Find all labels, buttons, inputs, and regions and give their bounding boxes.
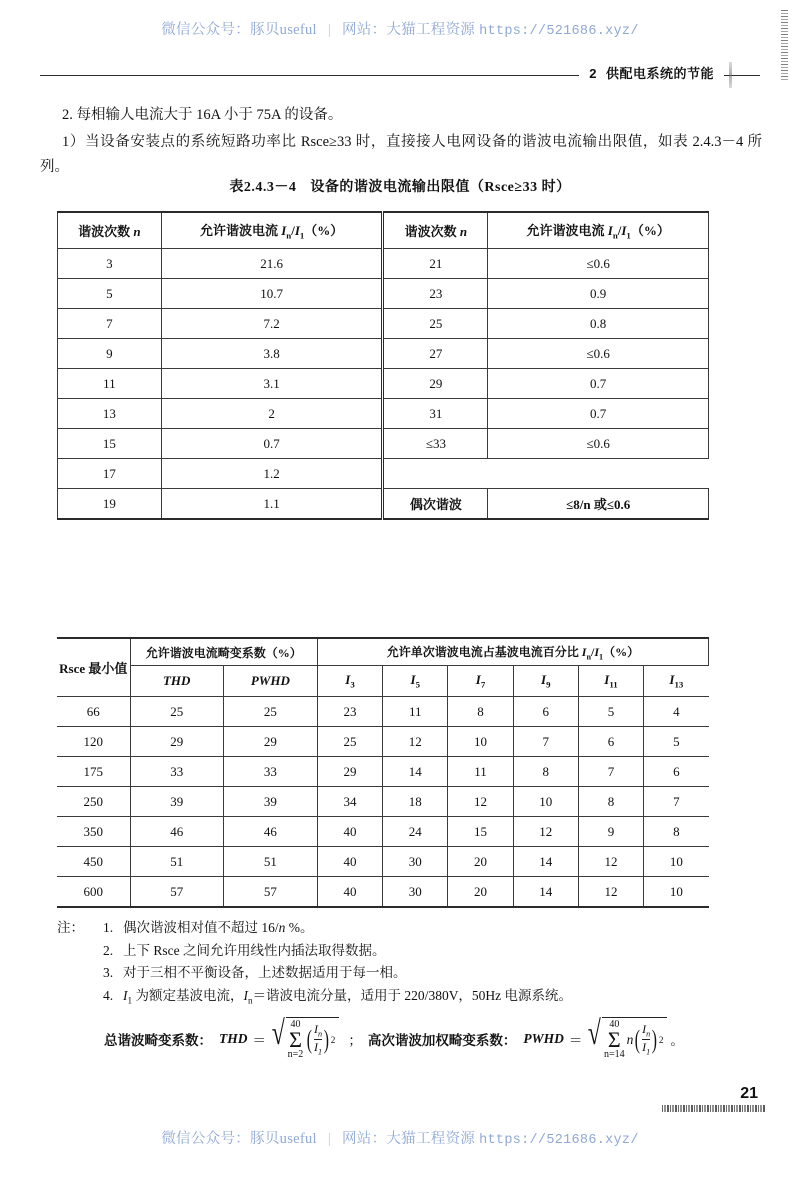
chapter-title: 供配电系统的节能 [605,66,714,81]
table-row [57,877,709,908]
cell-i9: 14 [513,877,578,908]
cell-pwhd: 51 [223,847,317,877]
edge-barcode [781,10,788,82]
head-tick-mark [729,62,732,88]
cell-pwhd: 33 [223,757,317,787]
cell-i13: 6 [644,757,709,787]
table2-header-i7: $I_7$ [448,666,513,697]
cell-pwhd: 25 [223,697,317,727]
cell-order-right: ≤33 [383,429,488,459]
cell-i3: 23 [317,697,382,727]
cell-order-left: 11 [58,369,162,399]
watermark-separator: | [327,22,332,38]
pwhd-fraction [642,1023,650,1057]
cell-rsce: 120 [57,727,130,757]
cell-thd: 51 [130,847,223,877]
table2-header-pwhd: PWHD [223,666,317,697]
note-text-4: $I_1$ 为额定基波电流，$I_n=$谐波电流分量，适用于 220/380V，50Hz 电源系统。 [123,987,573,1006]
pwhd-formula-label: 高次谐波加权畸变系数： [367,1032,517,1048]
watermark-url: https://521686.xyz/ [479,1133,639,1148]
cell-order-right: 25 [383,309,488,339]
table2-header-rsce: Rsce 最小值 [57,638,130,697]
pwhd-sum-upper: 40 [609,1019,620,1030]
cell-i3: 34 [317,787,382,817]
cell-value-left: 2 [161,399,383,429]
note-number-3: 3. [103,965,114,980]
cell-i9: 6 [513,697,578,727]
cell-order-right: 31 [383,399,488,429]
table-row [57,847,709,877]
cell-i11: 6 [578,727,643,757]
pwhd-summation [604,1020,625,1060]
cell-i11: 8 [578,787,643,817]
cell-i3: 40 [317,877,382,908]
cell-i11: 9 [578,817,643,847]
cell-thd: 39 [130,787,223,817]
cell-even-harmonics-value: ≤8/n 或≤0.6 [488,489,709,520]
cell-rsce: 450 [57,847,130,877]
thd-sqrt [269,1017,339,1060]
note-text-2: 上下 Rsce 之间允许用线性内插法取得数据。 [123,942,386,958]
cell-i11: 7 [578,757,643,787]
table-row [58,489,709,520]
cell-thd: 25 [130,697,223,727]
table-row [57,787,709,817]
footer-barcode [662,1105,766,1112]
cell-i7: 12 [448,787,513,817]
note-row-1 [57,917,757,940]
table1-caption-text: 设备的谐波电流输出限值（Rsce≥33 时） [310,180,571,195]
cell-value-right: ≤0.6 [488,429,709,459]
thd-fraction [314,1023,322,1057]
frac-denominator: $I_1$ [642,1040,651,1057]
cell-order-left: 5 [58,279,162,309]
formula-semicolon: ； [348,1032,362,1048]
pwhd-sqrt [585,1017,667,1060]
cell-order-right: 21 [383,249,488,279]
table2-group-header-row [57,638,709,666]
cell-value-left: 21.6 [161,249,383,279]
cell-i7: 20 [448,847,513,877]
table-row [58,429,709,459]
table-row [58,369,709,399]
cell-value-left: 1.2 [161,459,383,489]
cell-i13: 4 [644,697,709,727]
cell-value-left: 1.1 [161,489,383,520]
cell-i7: 11 [448,757,513,787]
cell-i13: 7 [644,787,709,817]
cell-order-left: 3 [58,249,162,279]
watermark-site: 网站：大猫工程资源 [341,22,476,38]
table1-header-value-right: 允许谐波电流 $I_n/I_1(\%)$ [488,212,709,249]
left-paren-icon: ( [307,1025,313,1054]
table2-group-header-distortion: 允许谐波电流畸变系数（%） [130,638,317,666]
cell-order-right: 23 [383,279,488,309]
table1-header-order-left: 谐波次数 n [58,212,162,249]
table-notes [57,917,757,1012]
table2-subheader-row [57,666,709,697]
note-row-2 [57,940,757,963]
cell-i5: 30 [383,877,448,908]
cell-i5: 12 [383,727,448,757]
table1-caption-number: 表2.4.3－4 [229,180,297,195]
cell-rsce: 66 [57,697,130,727]
cell-i5: 18 [383,787,448,817]
pwhd-power: 2 [658,1035,664,1045]
cell-value-right: 0.7 [488,369,709,399]
cell-i9: 10 [513,787,578,817]
cell-i9: 14 [513,847,578,877]
note-number-2: 2. [103,942,114,958]
table-row [57,817,709,847]
cell-value-left: 3.1 [161,369,383,399]
cell-thd: 46 [130,817,223,847]
note-text-1: 偶次谐波相对值不超过 16/n %。 [123,920,314,935]
sigma-icon: Σ [289,1027,302,1052]
cell-i5: 14 [383,757,448,787]
cell-value-left: 7.2 [161,309,383,339]
cell-i13: 10 [644,847,709,877]
table-row [58,279,709,309]
table1-header-row [58,212,709,249]
cell-i5: 30 [383,847,448,877]
cell-value-left: 3.8 [161,339,383,369]
frac-numerator: $I_n$ [642,1022,651,1039]
cell-value-right: 0.7 [488,399,709,429]
cell-order-left: 19 [58,489,162,520]
cell-i7: 15 [448,817,513,847]
paragraph-item-2: 2. 每相输人电流大于 16A 小于 75A 的设备。 [62,107,343,123]
table2-header-i5: $I_5$ [383,666,448,697]
thd-summation [288,1020,304,1060]
frac-numerator: $I_n$ [313,1022,323,1039]
rsce-minimum-table [57,637,709,908]
radical-sign: √ [588,1015,602,1052]
pwhd-formula-name: PWHD [523,1030,564,1046]
table-row [58,399,709,429]
cell-i3: 40 [317,847,382,877]
table2-header-thd: THD [130,666,223,697]
cell-i11: 12 [578,847,643,877]
cell-value-right-empty [488,459,709,489]
cell-pwhd: 46 [223,817,317,847]
table2-header-i3: $I_3$ [317,666,382,697]
note-number-4: 4. [103,987,114,1003]
left-paren-icon: ( [635,1025,641,1054]
table-row [58,309,709,339]
watermark-top [0,18,800,39]
watermark-wechat: 微信公众号：豚贝useful [161,22,317,38]
cell-i7: 20 [448,877,513,908]
harmonic-limits-table [57,211,709,520]
cell-value-left: 10.7 [161,279,383,309]
thd-power: 2 [330,1035,336,1045]
cell-order-left: 15 [58,429,162,459]
cell-i9: 12 [513,817,578,847]
cell-thd: 29 [130,727,223,757]
cell-i3: 25 [317,727,382,757]
cell-pwhd: 57 [223,877,317,908]
cell-pwhd: 39 [223,787,317,817]
watermark-separator: | [327,1131,332,1147]
note-text-3: 对于三相不平衡设备，上述数据适用于每一相。 [123,965,407,980]
cell-thd: 33 [130,757,223,787]
cell-value-right: ≤0.6 [488,249,709,279]
radical-sign: √ [271,1015,285,1052]
frac-denominator: $I_1$ [313,1040,323,1057]
cell-order-left: 17 [58,459,162,489]
cell-i13: 10 [644,877,709,908]
cell-thd: 57 [130,877,223,908]
table2-group-header-individual: 允许单次谐波电流占基波电流百分比 $I_n/I_1(\%)$ [317,638,708,666]
cell-even-harmonics-label: 偶次谐波 [383,489,488,520]
cell-order-left: 7 [58,309,162,339]
table1-caption [0,176,800,196]
running-head [40,60,760,86]
cell-i11: 12 [578,877,643,908]
cell-i7: 8 [448,697,513,727]
right-paren-icon: ) [323,1025,329,1054]
cell-i11: 5 [578,697,643,727]
thd-sum-lower: n=2 [287,1049,304,1060]
thd-radicand [286,1017,340,1060]
right-paren-icon: ) [651,1025,658,1054]
pwhd-sum-lower: n=14 [604,1049,625,1060]
chapter-number: 2 [589,66,597,81]
watermark-wechat: 微信公众号：豚贝useful [161,1131,317,1147]
thd-formula-name: THD [219,1030,248,1046]
table-row [57,697,709,727]
cell-rsce: 250 [57,787,130,817]
cell-rsce: 175 [57,757,130,787]
note-number-1: 1. [103,920,114,935]
cell-rsce: 350 [57,817,130,847]
table2-header-i11: $I_{11}$ [578,666,643,697]
notes-label: 注： [57,920,84,935]
cell-i5: 11 [383,697,448,727]
cell-i3: 29 [317,757,382,787]
watermark-site: 网站：大猫工程资源 [341,1131,476,1147]
table1-header-value-left: 允许谐波电流 $I_n/I_1(\%)$ [161,212,383,249]
note-row-3 [57,962,757,985]
cell-i7: 10 [448,727,513,757]
table-row [58,249,709,279]
cell-i3: 40 [317,817,382,847]
watermark-url: https://521686.xyz/ [479,24,639,39]
cell-i13: 5 [644,727,709,757]
table1-header-order-right: 谐波次数 n [383,212,488,249]
cell-value-right: 0.8 [488,309,709,339]
cell-i5: 24 [383,817,448,847]
cell-value-right: ≤0.6 [488,339,709,369]
cell-value-right: 0.9 [488,279,709,309]
pwhd-equals: ＝ [568,1032,583,1048]
watermark-bottom [0,1127,800,1148]
note-row-4 [57,985,757,1012]
cell-order-left: 9 [58,339,162,369]
paragraph-item-1: 1）当设备安装点的系统短路功率比 Rsce≥33 时，直接接人电网设备的谐波电流输出限值，如表 2.4.3－4 所列。 [40,134,762,175]
table-row [58,459,709,489]
cell-order-right: 27 [383,339,488,369]
table-row [58,339,709,369]
cell-rsce: 600 [57,877,130,908]
running-head-label [579,63,724,82]
cell-order-right: 29 [383,369,488,399]
table-row [57,727,709,757]
pwhd-radicand [602,1017,667,1060]
cell-order-right-empty [383,459,488,489]
formula-line [104,1017,684,1060]
cell-i9: 7 [513,727,578,757]
cell-order-left: 13 [58,399,162,429]
table-row [57,757,709,787]
cell-pwhd: 29 [223,727,317,757]
formula-period: 。 [670,1032,684,1048]
thd-sum-upper: 40 [290,1019,301,1030]
cell-i13: 8 [644,817,709,847]
table2-header-i9: $I_9$ [513,666,578,697]
pwhd-coefficient: n [626,1032,634,1047]
sigma-icon: Σ [607,1027,621,1052]
table2-header-i13: $I_{13}$ [644,666,709,697]
page-number: 21 [740,1085,758,1102]
thd-formula-label: 总谐波畸变系数： [104,1032,212,1048]
cell-value-left: 0.7 [161,429,383,459]
thd-equals: ＝ [252,1032,266,1048]
cell-i9: 8 [513,757,578,787]
